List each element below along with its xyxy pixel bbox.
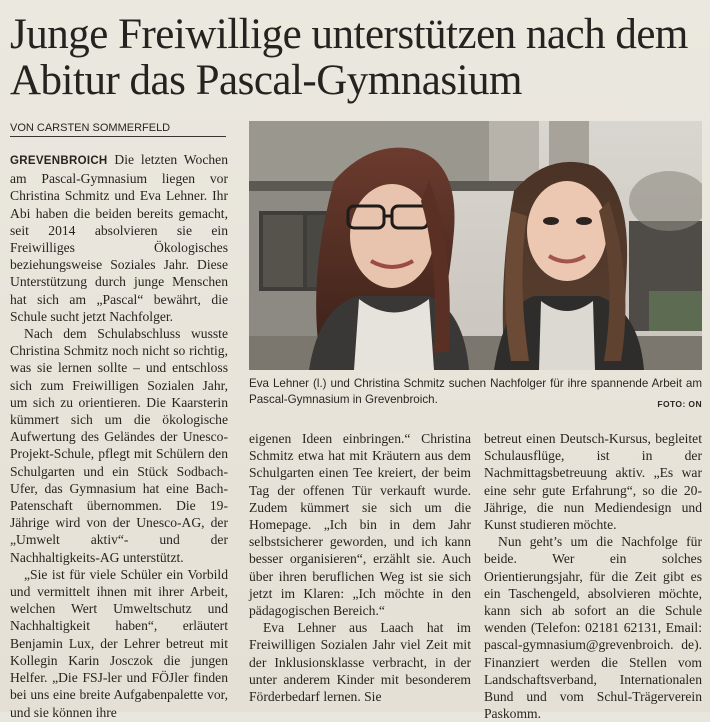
paragraph (10, 151, 228, 325)
text-column-2 (249, 430, 471, 705)
paragraph: betreut einen Deutsch-Kursus, begleitet Schulausflüge, ist in der Nachmittagsbetreuung aktiv. „Es war eine sehr gute Erfahrung“, so die 20-Jährige, die nun Mediendesign und Kunst studieren möchte. (484, 431, 702, 533)
paragraph: Nach dem Schulabschluss wusste Christina Schmitz noch nicht so richtig, was sie lernen sollte – und entschloss sich zum Freiwilligen Sozialen Jahr, um sich zu orientieren. Die Kaarsterin kümmert sich um die ökologische Aufwertung des Geländes der Unesco-Projekt-Schule, pflegt mit Schülern den Schulgarten und ein Stück Sodbach-Ufer, das Gymnasium hat eine Bach-Patenschaft übernommen. Die 19-Jährige wird von der Unesco-AG, der „Umwelt aktiv“- und der Nachhaltigkeits-AG unterstützt. (10, 326, 228, 565)
paragraph: Eva Lehner aus Laach hat im Freiwilligen Sozialen Jahr viel Zeit mit der Inklusionsklasse verbracht, in der unter anderem Kinder mit besonderem Förderbedarf lernen. Sie (249, 620, 471, 705)
photo-credit: FOTO: ON (657, 399, 702, 409)
paragraph-text: Die letzten Wochen am Pascal-Gymnasium liegen vor Christina Schmitz und Eva Lehner. Ihr Abi haben die beiden bereits gemacht, seit 2014 absolvieren sie ein Freiwilliges Ökologisches beziehungsweise Soziales Jahr. Diese Unterstützung durch junge Menschen hat sich am „Pascal“ bewährt, die Schule sucht jetzt Nachfolger. (10, 152, 228, 324)
photo-two-young-women-icon (249, 121, 702, 370)
text-column-1 (10, 151, 228, 721)
headline: Junge Freiwillige unterstützen nach dem Abitur das Pascal-Gymnasium (10, 11, 688, 104)
paragraph: „Sie ist für viele Schüler ein Vorbild und vermittelt ihnen mit ihrer Arbeit, welchen Wert Umweltschutz und Nachhaltigkeit haben“, erläutert Benjamin Lux, der Lehrer betreut mit Kollegin Karin Josczok die jungen Helfer. „Die FSJ-ler und FÖJler finden bei uns eine breite Aufgabenpalette vor, und sie können ihre (10, 566, 228, 720)
dateline: GREVENBROICH (10, 155, 108, 167)
text-column-3 (484, 430, 702, 722)
article-photo (249, 121, 702, 370)
paragraph: eigenen Ideen einbringen.“ Christina Schmitz etwa hat mit Kräutern aus dem Schulgarten einen Tee kreiert, der beim Tag der offenen Tür verkauft wurde. Zudem kümmert sie sich um die Homepage. „Ich bin in dem Jahr selbstsicherer geworden, und ich kann besser organisieren“, erzählt sie. Auch über ihren beruflichen Weg ist sie sich jetzt im Klaren: „Ich möchte in den pädagogischen Bereich.“ (249, 431, 471, 619)
byline: VON CARSTEN SOMMERFELD (10, 122, 226, 137)
photo-caption: Eva Lehner (l.) und Christina Schmitz suchen Nachfolger für ihre spannende Arbeit am Pascal-Gymnasium in Grevenbroich. (249, 377, 702, 406)
paragraph: Nun geht’s um die Nachfolge für beide. Wer ein solches Orientierungsjahr, für die Zeit gibt es ein Taschengeld, absolvieren möchte, kann sich ab sofort an die Schule wenden (Telefon: 02181 62131, Email: pascal-gymnasium@grevenbroich. de). Finanziert werden die Stellen vom Landschaftsverband, Internationalen Bund und vom Schul-Trägerverein Paskomm. (484, 534, 702, 722)
